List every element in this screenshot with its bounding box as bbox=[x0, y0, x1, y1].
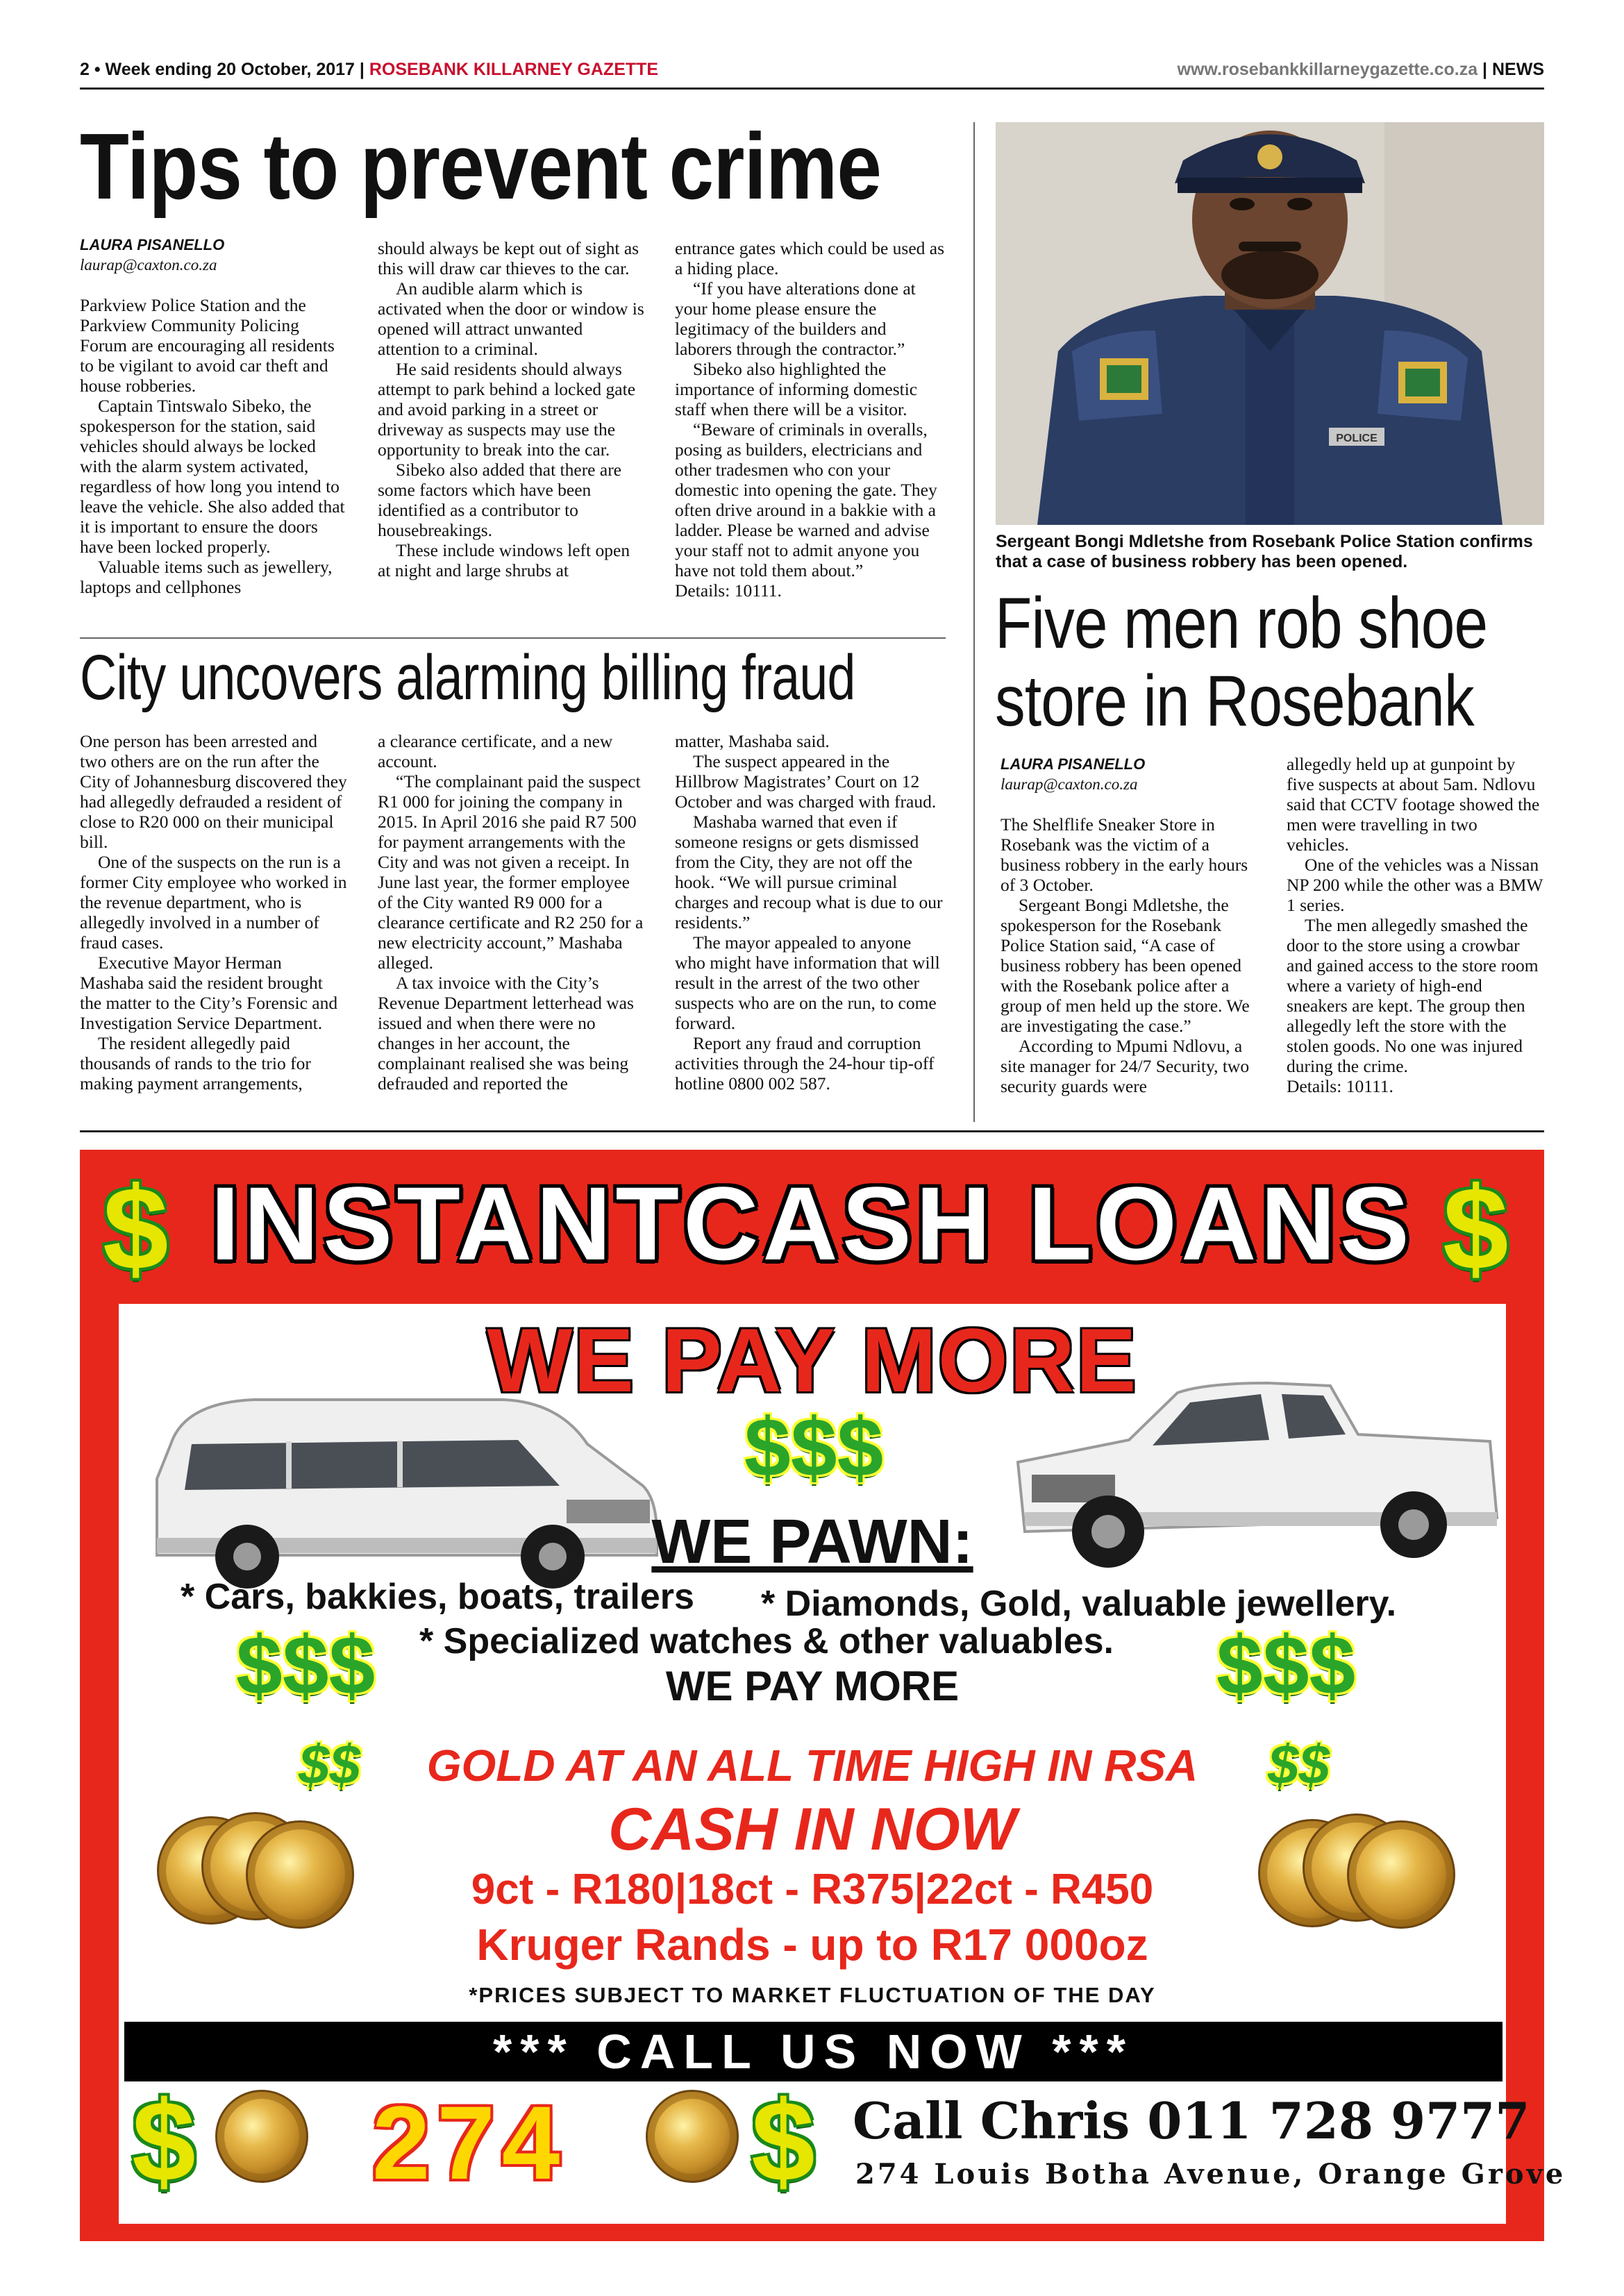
column-rule bbox=[973, 122, 975, 1122]
article-paragraph: allegedly held up at gunpoint by five suspects at about 5am. Ndlovu said that CCTV footage showed the men were travelling in two vehicles. bbox=[1287, 754, 1540, 855]
header-rule bbox=[80, 87, 1544, 90]
article-paragraph: Details: 10111. bbox=[1287, 1076, 1393, 1096]
article1-col2 bbox=[378, 238, 645, 580]
article-paragraph: Sibeko also highlighted the importance of informing domestic staff when there will be a visitor. bbox=[675, 359, 918, 419]
article-paragraph: Details: 10111. bbox=[675, 580, 782, 601]
article-paragraph: The resident allegedly paid thousands of rands to the trio for making payment arrangements, bbox=[80, 1033, 311, 1093]
article-paragraph: The suspect appeared in the Hillbrow Magistrates’ Court on 12 October and was charged with fraud. bbox=[675, 751, 937, 812]
article-paragraph: Executive Mayor Herman Mashaba said the resident brought the matter to the City’s Forensic and Investigation Service Department. bbox=[80, 953, 338, 1033]
cash-in-now-heading: CASH IN NOW bbox=[608, 1796, 1016, 1863]
article-divider bbox=[80, 637, 946, 639]
article-paragraph: entrance gates which could be used as a hiding place. bbox=[675, 238, 945, 278]
article-paragraph: One person has been arrested and two others are on the run after the City of Johannesburg discovered they had allegedly defrauded a resident of close to R20 000 on their municipal bill. bbox=[80, 731, 347, 852]
we-pay-more-heading: WE PAY MORE bbox=[487, 1309, 1138, 1411]
article-paragraph: Captain Tintswalo Sibeko, the spokesperson for the station, said vehicles should always be locked with the alarm system activated, regardless of how long you intend to leave the vehicle. She also added that it is important to ensure the doors have been locked properly. bbox=[80, 396, 345, 557]
article-paragraph: An audible alarm which is activated when the door or window is opened will attract unwanted attention to a criminal. bbox=[378, 278, 644, 359]
article-paragraph: Parkview Police Station and the Parkview Community Policing Forum are encouraging all residents to be vigilant to avoid car theft and house robberies. bbox=[80, 295, 335, 396]
article-paragraph: These include windows left open at night and large shrubs at bbox=[378, 540, 630, 580]
gold-coin-icon bbox=[215, 2090, 308, 2183]
article2-col3 bbox=[675, 731, 946, 1093]
kruger-rand-price: Kruger Rands - up to R17 000oz bbox=[476, 1920, 1148, 1970]
article-paragraph: Sergeant Bongi Mdletshe, the spokesperson for the Rosebank Police Station said, “A case of business robbery has been opened with the Rosebank police after a group of men held up the store. We are investigating the case.” bbox=[1001, 895, 1250, 1036]
pawn-item-watches: * Specialized watches & other valuables. bbox=[419, 1621, 1114, 1661]
street-number-274: 274 bbox=[372, 2084, 567, 2201]
article-paragraph: a clearance certificate, and a new account. bbox=[378, 731, 613, 771]
article-paragraph: Valuable items such as jewellery, laptops and cellphones bbox=[80, 557, 333, 597]
article-paragraph: “If you have alterations done at your home please ensure the legitimacy of the builders and laborers through the contractor.” bbox=[675, 278, 916, 359]
article-paragraph: Mashaba warned that even if someone resigns or gets dismissed from the City, they are not off the hook. “We will pursue criminal charges and recoup what is due to our residents.” bbox=[675, 812, 943, 932]
article3-headline bbox=[995, 585, 1487, 741]
police-officer-photo bbox=[996, 122, 1544, 525]
article-paragraph: should always be kept out of sight as this will draw car thieves to the car. bbox=[378, 238, 639, 278]
article3-email: laurap@caxton.co.za bbox=[1001, 776, 1138, 793]
pawn-item-jewellery: * Diamonds, Gold, valuable jewellery. bbox=[761, 1584, 1397, 1624]
article-paragraph: The men allegedly smashed the door to the store using a crowbar and gained access to the store room where a variety of high-end sneakers are kept. The group then allegedly left the store with the stolen goods. No one was injured during the crime. bbox=[1287, 915, 1539, 1076]
pawn-item-vehicles: * Cars, bakkies, boats, trailers bbox=[181, 1577, 694, 1617]
contact-phone: Call Chris 011 728 9777 bbox=[853, 2091, 1530, 2150]
article3-byline: LAURA PISANELLO bbox=[1001, 755, 1146, 773]
article3-headline-line1: Five men rob shoe bbox=[995, 583, 1488, 664]
double-dollar-icon: $$ bbox=[1268, 1734, 1330, 1795]
price-disclaimer: *PRICES SUBJECT TO MARKET FLUCTUATION OF THE DAY bbox=[469, 1983, 1156, 2007]
dollar-icon: $ bbox=[1443, 1163, 1509, 1295]
double-dollar-icon: $$ bbox=[299, 1734, 360, 1795]
article-paragraph: The Shelflife Sneaker Store in Rosebank was the victim of a business robbery in the early hours of 3 October. bbox=[1001, 814, 1248, 895]
article-paragraph: A tax invoice with the City’s Revenue Department letterhead was issued and when there were no changes in her account, the complainant realised she was being defrauded and reported the bbox=[378, 973, 634, 1093]
article-paragraph: According to Mpumi Ndlovu, a site manager for 24/7 Security, two security guards were bbox=[1001, 1036, 1250, 1096]
article3-col2 bbox=[1287, 754, 1543, 1096]
article1-email: laurap@caxton.co.za bbox=[80, 256, 217, 274]
gold-price-headline: GOLD AT AN ALL TIME HIGH IN RSA bbox=[426, 1741, 1198, 1791]
page-header-right bbox=[1178, 60, 1544, 80]
article-paragraph: matter, Mashaba said. bbox=[675, 731, 830, 751]
issue-info: 2 • Week ending 20 October, 2017 | bbox=[80, 60, 369, 79]
article1-col1 bbox=[80, 235, 347, 597]
article-paragraph: Report any fraud and corruption activities through the 24-hour tip-off hotline 0800 002 587. bbox=[675, 1033, 935, 1093]
article1-headline: Tips to prevent crime bbox=[80, 114, 882, 219]
article3-headline-line2: store in Rosebank bbox=[995, 661, 1474, 742]
gold-coin-icon bbox=[246, 1820, 354, 1929]
dollar-icon: $ bbox=[103, 1163, 169, 1295]
section-label: | NEWS bbox=[1477, 60, 1544, 79]
we-pawn-heading: WE PAWN: bbox=[651, 1507, 973, 1577]
advert-title: INSTANTCASH LOANS bbox=[210, 1165, 1414, 1282]
article2-col1 bbox=[80, 731, 347, 1093]
advert-divider bbox=[80, 1130, 1544, 1132]
article-paragraph: He said residents should always attempt to park behind a locked gate and avoid parking in a street or driveway as suspects may use the opportunity to break into the car. bbox=[378, 359, 636, 460]
officer-illustration bbox=[996, 122, 1544, 525]
gold-carat-prices: 9ct - R180|18ct - R375|22ct - R450 bbox=[471, 1866, 1154, 1913]
gold-coin-icon bbox=[1347, 1820, 1455, 1929]
triple-dollar-icon: $$$ bbox=[744, 1401, 884, 1494]
gold-coin-icon bbox=[646, 2090, 739, 2183]
article-paragraph: One of the vehicles was a Nissan NP 200 while the other was a BMW 1 series. bbox=[1287, 855, 1543, 915]
article-paragraph: One of the suspects on the run is a former City employee who worked in the revenue department, who is allegedly involved in a number of fraud cases. bbox=[80, 852, 347, 953]
shop-address: 274 Louis Botha Avenue, Orange Grove bbox=[855, 2158, 1566, 2190]
article-paragraph: “The complainant paid the suspect R1 000 for joining the company in 2015. In April 2016 she paid R7 500 for payment arrangements with the City and was not given a receipt. In June last year, the former employee of the City wanted R9 000 for a clearance certificate and R2 250 for a new electricity account,” Mashaba alleged. bbox=[378, 771, 644, 973]
article2-col2 bbox=[378, 731, 645, 1093]
dollar-icon: $ bbox=[751, 2077, 815, 2205]
dollar-icon: $ bbox=[132, 2077, 196, 2205]
article2-headline: City uncovers alarming billing fraud bbox=[80, 642, 855, 713]
triple-dollar-icon: $$$ bbox=[236, 1619, 376, 1712]
article-paragraph: Sibeko also added that there are some factors which have been identified as a contributor to housebreakings. bbox=[378, 460, 622, 540]
article-paragraph: “Beware of criminals in overalls, posing as builders, electricians and other tradesmen who con your domestic into opening the gate. They often drive around in a bakkie with a ladder. Please be warned and advise your staff not to admit anyone you have not told them about.” bbox=[675, 419, 937, 580]
triple-dollar-icon: $$$ bbox=[1216, 1619, 1356, 1712]
website-url: www.rosebankkillarneygazette.co.za bbox=[1177, 60, 1478, 79]
paper-name: ROSEBANK KILLARNEY GAZETTE bbox=[369, 60, 659, 79]
article1-col3 bbox=[675, 238, 946, 601]
article1-byline: LAURA PISANELLO bbox=[80, 236, 225, 253]
page-header-left bbox=[80, 60, 658, 80]
call-us-now-text: *** CALL US NOW *** bbox=[493, 2025, 1134, 2079]
photo-caption: Sergeant Bongi Mdletshe from Rosebank Police Station confirms that a case of business robbery has been opened. bbox=[996, 532, 1533, 571]
article-paragraph: The mayor appealed to anyone who might have information that will result in the arrest of the two other suspects who are on the run, to come forward. bbox=[675, 932, 940, 1033]
police-badge-text: POLICE bbox=[1336, 433, 1378, 444]
we-pay-more-subheading: WE PAY MORE bbox=[665, 1663, 960, 1709]
article3-col1 bbox=[1001, 754, 1257, 1096]
